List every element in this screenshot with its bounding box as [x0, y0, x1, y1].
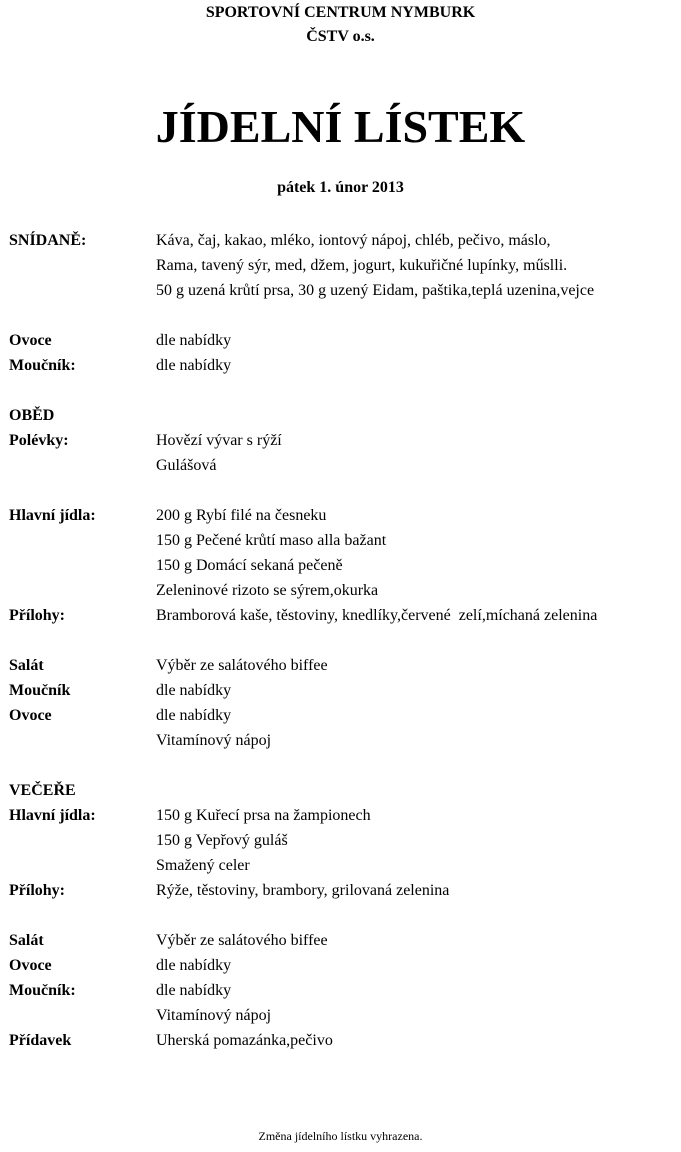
menu-row-label: Moučník — [9, 682, 71, 699]
menu-row — [0, 303, 681, 328]
menu-row-text: Smažený celer — [156, 857, 250, 874]
menu-row — [0, 428, 681, 453]
menu-row — [0, 903, 681, 928]
menu-row — [0, 578, 681, 603]
menu-row-text: 150 g Kuřecí prsa na žampionech — [156, 807, 371, 824]
menu-row-text: Vitamínový nápoj — [156, 1007, 272, 1024]
menu-row-text: Hovězí vývar s rýží — [156, 432, 282, 449]
menu-row-text: dle nabídky — [156, 707, 232, 724]
menu-row-text: 150 g Domácí sekaná pečeně — [156, 557, 343, 574]
menu-row-label: Salát — [9, 932, 44, 949]
menu-date: pátek 1. únor 2013 — [277, 179, 404, 196]
menu-row-text: 150 g Pečené krůtí maso alla bažant — [156, 532, 387, 549]
menu-row-text: Výběr ze salátového biffee — [156, 932, 328, 949]
menu-row-label: Ovoce — [9, 957, 52, 974]
menu-row-label: Přílohy: — [9, 882, 65, 899]
menu-row-text: dle nabídky — [156, 982, 232, 999]
menu-list — [0, 228, 681, 1053]
menu-row-label: Přílohy: — [9, 607, 65, 624]
menu-row-label: OBĚD — [9, 407, 55, 424]
menu-row-text: dle nabídky — [156, 957, 232, 974]
menu-row-text: Uherská pomazánka,pečivo — [156, 1032, 333, 1049]
menu-row — [0, 453, 681, 478]
page-title: JÍDELNÍ LÍSTEK — [155, 101, 526, 152]
menu-row — [0, 628, 681, 653]
menu-row — [0, 678, 681, 703]
menu-row — [0, 403, 681, 428]
footer-note: Změna jídelního lístku vyhrazena. — [258, 1129, 423, 1143]
menu-row — [0, 553, 681, 578]
menu-row — [0, 978, 681, 1003]
menu-row-text: Rýže, těstoviny, brambory, grilovaná zelenina — [156, 882, 450, 899]
menu-row — [0, 228, 681, 253]
menu-row — [0, 603, 681, 628]
menu-row — [0, 778, 681, 803]
menu-row-label: Moučník: — [9, 357, 76, 374]
menu-row — [0, 703, 681, 728]
menu-row-text: Vitamínový nápoj — [156, 732, 272, 749]
menu-row — [0, 528, 681, 553]
menu-row — [0, 928, 681, 953]
menu-row-label: Ovoce — [9, 707, 52, 724]
menu-row-text: 150 g Vepřový guláš — [156, 832, 288, 849]
menu-row-label: Ovoce — [9, 332, 52, 349]
menu-row — [0, 1028, 681, 1053]
menu-row — [0, 328, 681, 353]
menu-row-text: 50 g uzená krůtí prsa, 30 g uzený Eidam, paštika,teplá uzenina,vejce — [156, 282, 595, 299]
menu-row-label: Hlavní jídla: — [9, 507, 96, 524]
menu-row-text: dle nabídky — [156, 682, 232, 699]
menu-row-label: Přídavek — [9, 1032, 72, 1049]
menu-row-label: Salát — [9, 657, 44, 674]
menu-row — [0, 853, 681, 878]
menu-row-label: Moučník: — [9, 982, 76, 999]
menu-row — [0, 378, 681, 403]
menu-row — [0, 478, 681, 503]
menu-row-label: Polévky: — [9, 432, 69, 449]
menu-row-text: Káva, čaj, kakao, mléko, iontový nápoj, chléb, pečivo, máslo, — [156, 232, 551, 249]
menu-row-text: Rama, tavený sýr, med, džem, jogurt, kukuřičné lupínky, műslli. — [156, 257, 568, 274]
menu-row-text: Zeleninové rizoto se sýrem,okurka — [156, 582, 379, 599]
menu-row-label: Hlavní jídla: — [9, 807, 96, 824]
menu-row — [0, 828, 681, 853]
menu-row — [0, 728, 681, 753]
menu-row — [0, 1003, 681, 1028]
menu-row-text: 200 g Rybí filé na česneku — [156, 507, 327, 524]
menu-row — [0, 653, 681, 678]
organization-name: SPORTOVNÍ CENTRUM NYMBURK — [205, 4, 476, 21]
menu-row — [0, 353, 681, 378]
menu-row — [0, 253, 681, 278]
menu-row-text: Bramborová kaše, těstoviny, knedlíky,červené zelí,míchaná zelenina — [156, 607, 598, 624]
menu-row-text: dle nabídky — [156, 332, 232, 349]
menu-row-text: Gulášová — [156, 457, 217, 474]
menu-row — [0, 878, 681, 903]
organization-sub: ČSTV o.s. — [306, 28, 375, 45]
menu-row-text: Výběr ze salátového biffee — [156, 657, 328, 674]
menu-row — [0, 503, 681, 528]
menu-row — [0, 753, 681, 778]
menu-row-label: VEČEŘE — [9, 782, 76, 799]
menu-row — [0, 953, 681, 978]
menu-row — [0, 278, 681, 303]
menu-row — [0, 803, 681, 828]
menu-row-text: dle nabídky — [156, 357, 232, 374]
menu-row-label: SNÍDANĚ: — [9, 232, 87, 249]
